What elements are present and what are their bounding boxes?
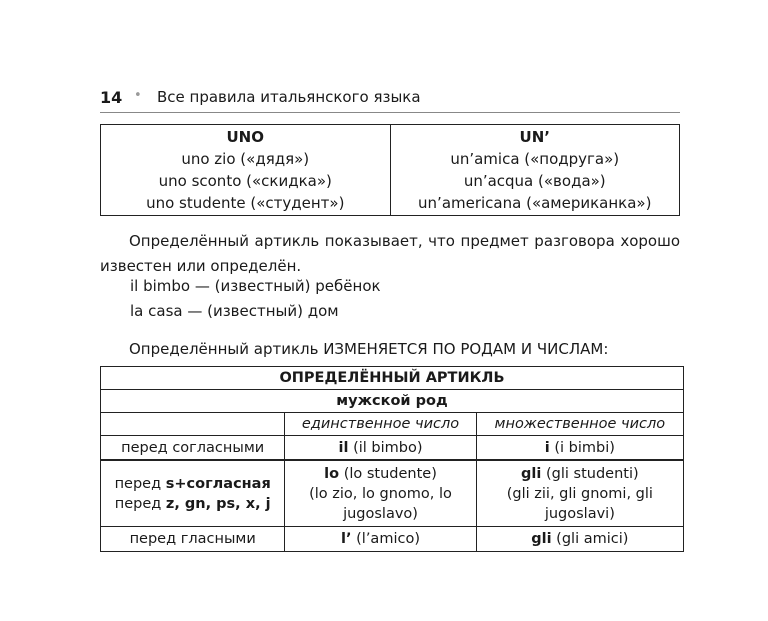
empty-header-cell [101, 413, 285, 436]
singular-cell [285, 436, 476, 461]
book-title: Все правила итальянского языка [157, 88, 421, 106]
table-row [101, 527, 684, 552]
gender-row [101, 390, 684, 413]
condition-cell [101, 460, 285, 527]
uno-example: uno zio («дядя») [181, 150, 310, 168]
condition-cell: перед согласными [101, 436, 285, 461]
article-form: gli [531, 531, 552, 547]
uno-example: uno studente («студент») [146, 194, 345, 212]
article-form: i [544, 439, 550, 456]
table-title-row [101, 367, 684, 390]
page-number: 14 [100, 88, 123, 107]
plural-cell [476, 460, 683, 527]
definite-article-table [100, 366, 684, 552]
un-apostrophe-example: un’amica («подруга») [450, 150, 620, 168]
article-form: lo [324, 465, 340, 482]
article-example: (il bimbo) [348, 439, 423, 456]
uno-column [101, 125, 391, 216]
condition-rule: z, gn, ps, x, j [165, 495, 271, 512]
table-row [101, 460, 684, 527]
indefinite-table-row [101, 125, 680, 216]
condition-rule: s+согласная [165, 475, 271, 492]
definite-article-intro: Определённый артикль ИЗМЕНЯЕТСЯ ПО РОДАМ И ЧИСЛАМ: [129, 340, 609, 358]
un-apostrophe-column [390, 125, 680, 216]
definite-article-explanation: Определённый артикль показывает, что предмет разговора хорошо известен или определён. [100, 232, 680, 275]
indefinite-article-table [100, 124, 680, 216]
header-rule [100, 112, 680, 113]
singular-cell [285, 527, 476, 552]
singular-cell [285, 460, 476, 527]
example-line: il bimbo — (известный) ребёнок [130, 277, 381, 295]
condition-cell: перед гласными [101, 527, 285, 552]
gender-heading: мужской род [101, 390, 684, 413]
article-example: (gli studenti) [541, 465, 639, 482]
plural-cell [476, 527, 683, 552]
condition-prefix: перед [114, 475, 166, 492]
bullet-separator-icon: • [134, 88, 142, 103]
plural-cell [476, 436, 683, 461]
article-example: (lo studente) [339, 465, 437, 482]
article-form: gli [521, 465, 542, 482]
article-example-extra: (lo zio, lo gnomo, lo jugoslavo) [309, 485, 452, 522]
example-line: la casa — (известный) дом [130, 302, 339, 320]
un-apostrophe-example: un’acqua («вода») [463, 172, 606, 190]
number-header-row [101, 413, 684, 436]
condition-prefix: перед [114, 495, 166, 512]
plural-header: множественное число [476, 413, 683, 436]
page-header [100, 88, 680, 114]
singular-header: единственное число [285, 413, 476, 436]
table-row [101, 436, 684, 461]
uno-heading: UNO [226, 128, 264, 146]
article-example: (gli amici) [551, 531, 629, 547]
un-apostrophe-example: un’americana («американка») [418, 194, 652, 212]
table-title: ОПРЕДЕЛЁННЫЙ АРТИКЛЬ [101, 367, 684, 390]
uno-example: uno sconto («скидка») [158, 172, 332, 190]
article-form: l’ [341, 531, 352, 547]
article-example: (i bimbi) [549, 439, 615, 456]
article-form: il [338, 439, 349, 456]
article-example: (l’amico) [351, 531, 420, 547]
article-example-extra: (gli zii, gli gnomi, gli jugoslavi) [506, 485, 653, 522]
un-apostrophe-heading: UN’ [519, 128, 550, 146]
